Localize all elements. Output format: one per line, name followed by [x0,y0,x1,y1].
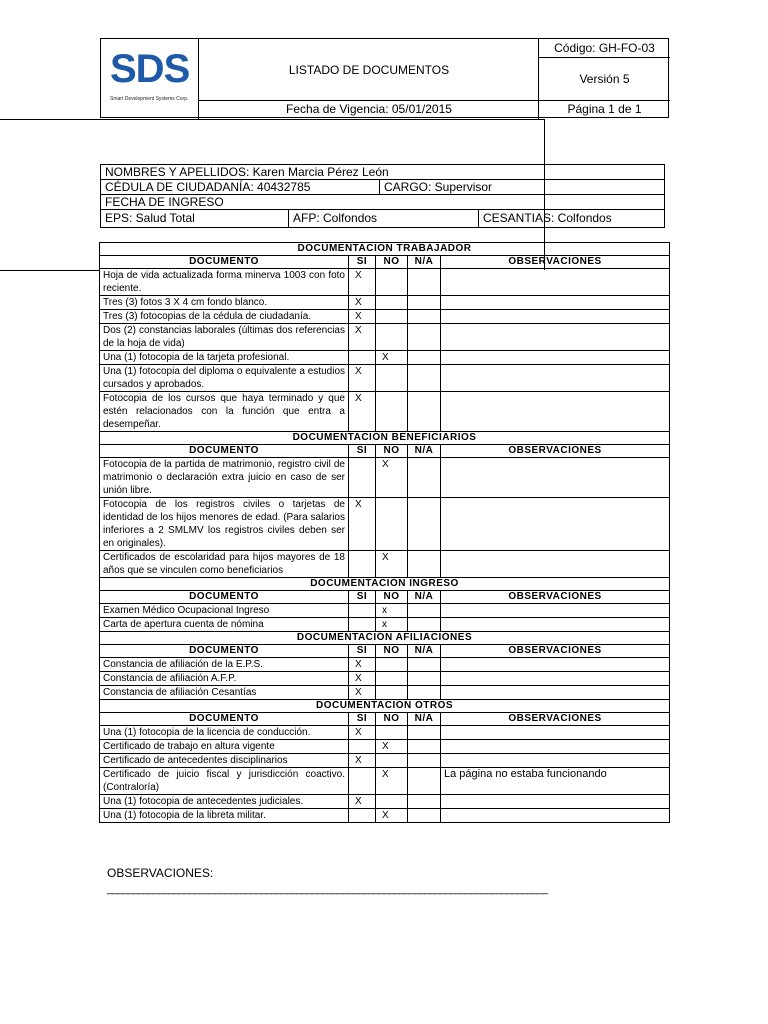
documento-cell: Certificados de escolaridad para hijos mayores de 18 años que se vinculen como beneficiarios [100,551,349,578]
no-cell: X [376,458,408,498]
documento-cell: Fotocopia de los cursos que haya terminado y que estén relacionados con la función que entra a desempeñar. [100,392,349,432]
observaciones-cell [441,269,670,296]
no-cell: X [376,768,408,795]
na-cell [408,618,441,632]
no-cell: X [376,809,408,823]
logo-cell [101,39,199,119]
na-cell [408,365,441,392]
table-row [100,740,670,754]
company-logo-subtitle: Smart Development Systems Corp. [110,96,189,102]
na-cell [408,269,441,296]
col-no: NO [376,445,408,458]
no-cell [376,658,408,672]
section-title: DOCUMENTACIÓN OTROS [100,700,670,713]
si-cell [349,551,376,578]
si-cell: X [349,392,376,432]
no-cell: X [376,551,408,578]
si-cell: X [349,296,376,310]
documento-cell: Carta de apertura cuenta de nómina [100,618,349,632]
info-row-cedula [101,180,664,195]
col-observaciones: OBSERVACIONES [441,713,670,726]
documento-cell: Certificado de trabajo en altura vigente [100,740,349,754]
na-cell [408,768,441,795]
no-cell: x [376,604,408,618]
section-header-row [100,700,670,713]
table-row [100,351,670,365]
documento-cell: Una (1) fotocopia del diploma o equivalente a estudios cursados y aprobados. [100,365,349,392]
no-cell [376,310,408,324]
documento-cell: Tres (3) fotos 3 X 4 cm fondo blanco. [100,296,349,310]
si-cell [349,618,376,632]
observaciones-cell [441,351,670,365]
no-cell [376,672,408,686]
col-si: SI [349,445,376,458]
table-row [100,672,670,686]
observaciones-cell [441,365,670,392]
na-cell [408,726,441,740]
cedula: CÉDULA DE CIUDADANÍA: 40432785 [101,180,380,195]
na-cell [408,740,441,754]
documento-cell: Certificado de antecedentes disciplinarios [100,754,349,768]
observaciones-cell [441,296,670,310]
table-row [100,768,670,795]
section-title: DOCUMENTACIÓN INGRESO [100,578,670,591]
table-row [100,726,670,740]
na-cell [408,324,441,351]
table-row [100,458,670,498]
col-observaciones: OBSERVACIONES [441,591,670,604]
documento-cell: Fotocopia de los registros civiles o tarjetas de identidad de los hijos menores de edad. (Para salarios inferiores a 2 SMLMV los registros civiles deben ser en originales). [100,498,349,551]
col-documento: DOCUMENTO [100,713,349,726]
si-cell: X [349,365,376,392]
col-na: N/A [408,713,441,726]
observaciones-cell [441,498,670,551]
col-si: SI [349,256,376,269]
no-cell [376,365,408,392]
no-cell [376,795,408,809]
observaciones-cell [441,740,670,754]
observaciones-cell [441,604,670,618]
table-row [100,604,670,618]
col-no: NO [376,645,408,658]
column-header-row [100,645,670,658]
table-row [100,392,670,432]
info-row-seguridad [101,210,664,227]
na-cell [408,604,441,618]
employee-info [100,164,665,228]
table-row [100,365,670,392]
si-cell: X [349,672,376,686]
si-cell: X [349,658,376,672]
col-na: N/A [408,256,441,269]
document-header [100,38,669,118]
na-cell [408,498,441,551]
observaciones-cell [441,795,670,809]
observaciones-cell [441,310,670,324]
na-cell [408,458,441,498]
observaciones-cell [441,551,670,578]
no-cell: x [376,618,408,632]
si-cell: X [349,795,376,809]
documento-cell: Examen Médico Ocupacional Ingreso [100,604,349,618]
si-cell: X [349,754,376,768]
table-row [100,310,670,324]
document-title: LISTADO DE DOCUMENTOS [199,39,539,101]
documents-table [99,242,670,823]
documento-cell: Certificado de juicio fiscal y jurisdicción coactivo.(Contraloría) [100,768,349,795]
section-header-row [100,578,670,591]
col-si: SI [349,645,376,658]
rule-line [0,270,100,271]
column-header-row [100,445,670,458]
na-cell [408,658,441,672]
eps: EPS: Salud Total [101,210,289,227]
no-cell: X [376,740,408,754]
observaciones-label: OBSERVACIONES: [107,866,214,880]
column-header-row [100,256,670,269]
col-documento: DOCUMENTO [100,645,349,658]
observaciones-cell [441,658,670,672]
si-cell: X [349,310,376,324]
na-cell [408,672,441,686]
table-row [100,795,670,809]
no-cell [376,686,408,700]
afp: AFP: Colfondos [289,210,479,227]
section-header-row [100,432,670,445]
si-cell [349,768,376,795]
col-si: SI [349,591,376,604]
documento-cell: Fotocopia de la partida de matrimonio, registro civil de matrimonio o declaración extra juicio en caso de ser unión libre. [100,458,349,498]
na-cell [408,551,441,578]
table-row [100,754,670,768]
codigo: Código: GH-FO-03 [539,39,670,58]
observaciones-cell [441,392,670,432]
documento-cell: Hoja de vida actualizada forma minerva 1003 con foto reciente. [100,269,349,296]
observaciones-cell [441,458,670,498]
table-row [100,551,670,578]
documento-cell: Dos (2) constancias laborales (últimas dos referencias de la hoja de vida) [100,324,349,351]
fecha-vigencia: Fecha de Vigencia: 05/01/2015 [286,102,452,116]
na-cell [408,296,441,310]
si-cell [349,458,376,498]
na-cell [408,392,441,432]
observaciones-cell [441,618,670,632]
section-header-row [100,243,670,256]
no-cell [376,392,408,432]
na-cell [408,809,441,823]
documento-cell: Constancia de afiliación Cesantías [100,686,349,700]
documento-cell: Constancia de afiliación A.F.P. [100,672,349,686]
observaciones-line: ______________________________________________________________________________________ [107,883,548,895]
cargo: CARGO: Supervisor [384,180,493,194]
section-title: DOCUMENTACIÓN AFILIACIÓNES [100,632,670,645]
observaciones-cell [441,754,670,768]
documento-cell: Una (1) fotocopia de la tarjeta profesional. [100,351,349,365]
col-observaciones: OBSERVACIONES [441,445,670,458]
observaciones-cell [441,324,670,351]
table-row [100,686,670,700]
col-na: N/A [408,445,441,458]
documento-cell: Una (1) fotocopia de la licencia de conducción. [100,726,349,740]
observaciones-cell [441,672,670,686]
table-row [100,809,670,823]
rule-line [0,119,545,120]
si-cell [349,809,376,823]
si-cell: X [349,269,376,296]
na-cell [408,310,441,324]
si-cell: X [349,726,376,740]
col-observaciones: OBSERVACIONES [441,256,670,269]
table-row [100,269,670,296]
si-cell: X [349,498,376,551]
si-cell [349,604,376,618]
col-no: NO [376,713,408,726]
section-header-row [100,632,670,645]
header-meta [538,39,669,119]
col-documento: DOCUMENTO [100,445,349,458]
col-documento: DOCUMENTO [100,256,349,269]
section-title: DOCUMENTACIÓN BENEFICIARIOS [100,432,670,445]
table-row [100,658,670,672]
col-no: NO [376,256,408,269]
section-title: DOCUMENTACIÓN TRABAJADOR [100,243,670,256]
cesantias: CESANTIAS: Colfondos [483,211,612,225]
si-cell: X [349,324,376,351]
no-cell [376,296,408,310]
no-cell [376,726,408,740]
documento-cell: Tres (3) fotocopias de la cédula de ciudadanía. [100,310,349,324]
table-row [100,296,670,310]
observaciones-cell [441,809,670,823]
no-cell [376,324,408,351]
observaciones-cell [441,726,670,740]
pagina: Página 1 de 1 [567,102,642,116]
company-logo: SDS [110,47,190,91]
version: Versión 5 [539,58,670,101]
si-cell [349,740,376,754]
documento-cell: Una (1) fotocopia de antecedentes judiciales. [100,795,349,809]
table-row [100,618,670,632]
fecha-ingreso: FECHA DE INGRESO [105,195,224,209]
nombres-apellidos: NOMBRES Y APELLIDOS: Karen Marcia Pérez León [105,165,389,179]
na-cell [408,686,441,700]
documento-cell: Constancia de afiliación de la E.P.S. [100,658,349,672]
col-observaciones: OBSERVACIONES [441,645,670,658]
info-row-fecha [101,195,664,210]
na-cell [408,795,441,809]
no-cell [376,269,408,296]
no-cell [376,498,408,551]
documento-cell: Una (1) fotocopia de la libreta militar. [100,809,349,823]
no-cell: X [376,351,408,365]
column-header-row [100,713,670,726]
info-row-nombres [101,165,664,180]
col-na: N/A [408,591,441,604]
observaciones-cell: La página no estaba funcionando [441,768,670,795]
no-cell [376,754,408,768]
observaciones-cell [441,686,670,700]
col-na: N/A [408,645,441,658]
column-header-row [100,591,670,604]
na-cell [408,351,441,365]
table-row [100,498,670,551]
col-documento: DOCUMENTO [100,591,349,604]
si-cell [349,351,376,365]
col-no: NO [376,591,408,604]
col-si: SI [349,713,376,726]
table-row [100,324,670,351]
na-cell [408,754,441,768]
si-cell: X [349,686,376,700]
